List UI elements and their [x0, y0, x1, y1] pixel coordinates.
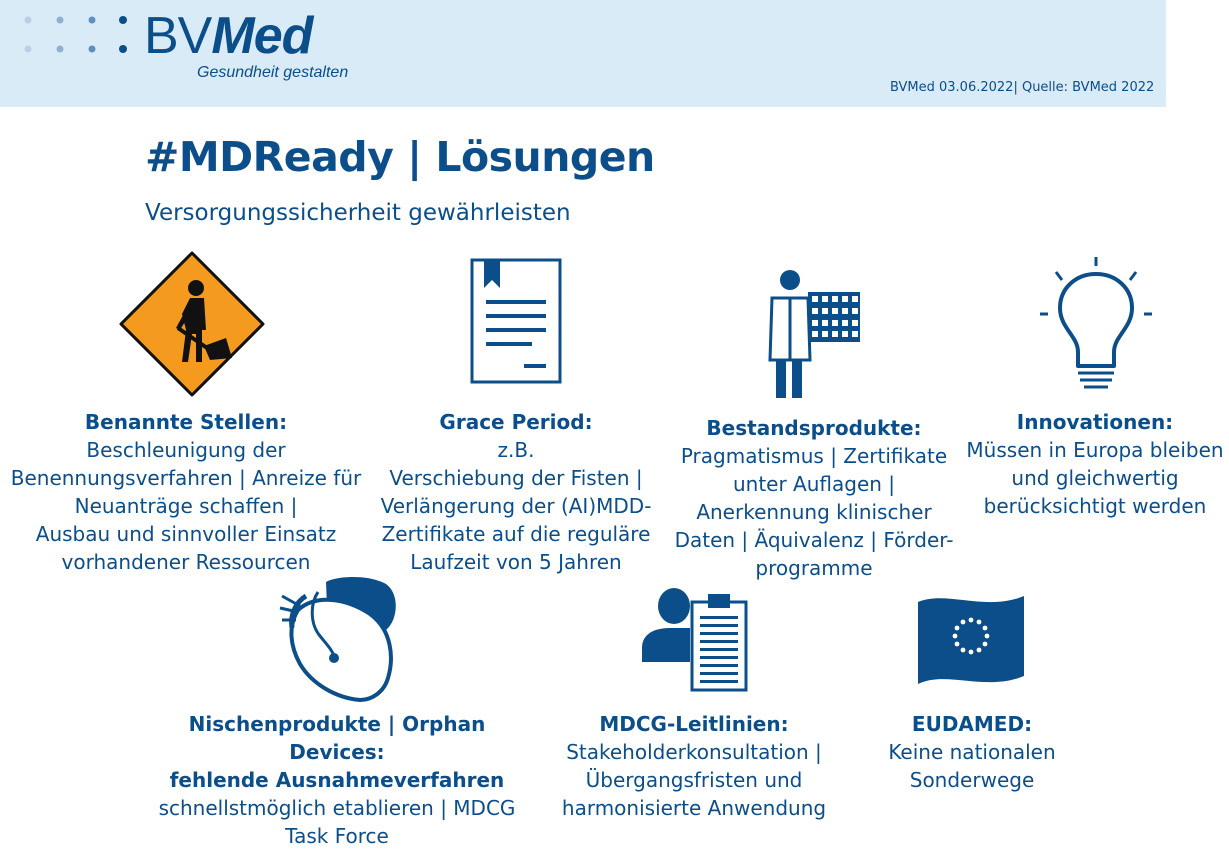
- item-line: Neuanträge schaffen |: [74, 494, 298, 518]
- item-line: Anerkennung klinischer: [696, 500, 932, 524]
- item-line: Müssen in Europa bleiben: [966, 438, 1224, 462]
- item-line: berücksichtigt werden: [983, 494, 1207, 518]
- item-line: Zertifikate auf die reguläre: [381, 522, 651, 546]
- item-line: Laufzeit von 5 Jahren: [410, 550, 622, 574]
- logo-tagline: Gesundheit gestalten: [197, 64, 349, 81]
- item-line: Stakeholderkonsultation |: [566, 740, 822, 764]
- item-line: schnellstmöglich etablieren | MDCG: [158, 796, 516, 820]
- lightbulb-icon: [1036, 254, 1156, 392]
- document-icon: [470, 258, 562, 384]
- item-line: Verlängerung der (AI)MDD-: [380, 494, 652, 518]
- item-mdcg-leitlinien: [548, 710, 840, 822]
- item-line: Daten | Äquivalenz | Förder-: [674, 528, 954, 552]
- item-line: unter Auflagen |: [732, 472, 896, 496]
- item-line: Beschleunigung der: [86, 438, 286, 462]
- source-note: BVMed 03.06.2022| Quelle: BVMed 2022: [890, 80, 1155, 95]
- eu-flag-icon: [916, 594, 1026, 690]
- item-line: Ausbau und sinnvoller Einsatz: [35, 522, 337, 546]
- logo-dots-icon: [22, 12, 132, 56]
- item-line: Keine nationalen: [888, 740, 1056, 764]
- item-line: Verschiebung der Fisten |: [389, 466, 643, 490]
- person-clipboard-icon: [640, 586, 752, 692]
- item-nischenprodukte: [146, 710, 528, 850]
- item-line: Sonderwege: [909, 768, 1035, 792]
- header-banner: [0, 0, 1166, 107]
- heart-device-icon: [276, 574, 400, 702]
- item-line: vorhandener Ressourcen: [61, 550, 311, 574]
- item-heading: Innovationen:: [1016, 410, 1174, 434]
- item-bestandsprodukte: [670, 414, 958, 582]
- item-line: Task Force: [285, 824, 389, 848]
- item-line: Benennungsverfahren | Anreize für: [10, 466, 362, 490]
- page-title: #MDReady | Lösungen: [145, 133, 655, 181]
- item-heading: Grace Period:: [439, 410, 593, 434]
- doctor-chart-icon: [766, 268, 862, 400]
- item-line: z.B.: [497, 438, 535, 462]
- item-innovationen: [962, 408, 1228, 520]
- item-heading: MDCG-Leitlinien:: [599, 712, 789, 736]
- item-benannte-stellen: [4, 408, 368, 576]
- item-line: programme: [755, 556, 873, 580]
- page-subtitle: Versorgungssicherheit gewährleisten: [145, 200, 571, 226]
- item-heading: Bestandsprodukte:: [706, 416, 922, 440]
- item-eudamed: [866, 710, 1078, 794]
- item-heading-secondary: fehlende Ausnahmeverfahren: [169, 768, 505, 792]
- item-line: Übergangsfristen und: [585, 768, 803, 792]
- item-heading: Nischenprodukte | Orphan Devices:: [188, 712, 486, 764]
- item-line: und gleichwertig: [1011, 466, 1179, 490]
- item-line: harmonisierte Anwendung: [561, 796, 827, 820]
- construction-sign-icon: [118, 250, 266, 398]
- item-line: Pragmatismus | Zertifikate: [680, 444, 948, 468]
- logo-wordmark: BVMed: [144, 7, 313, 65]
- item-heading: Benannte Stellen:: [84, 410, 288, 434]
- item-heading: EUDAMED:: [911, 712, 1033, 736]
- item-grace-period: [374, 408, 658, 576]
